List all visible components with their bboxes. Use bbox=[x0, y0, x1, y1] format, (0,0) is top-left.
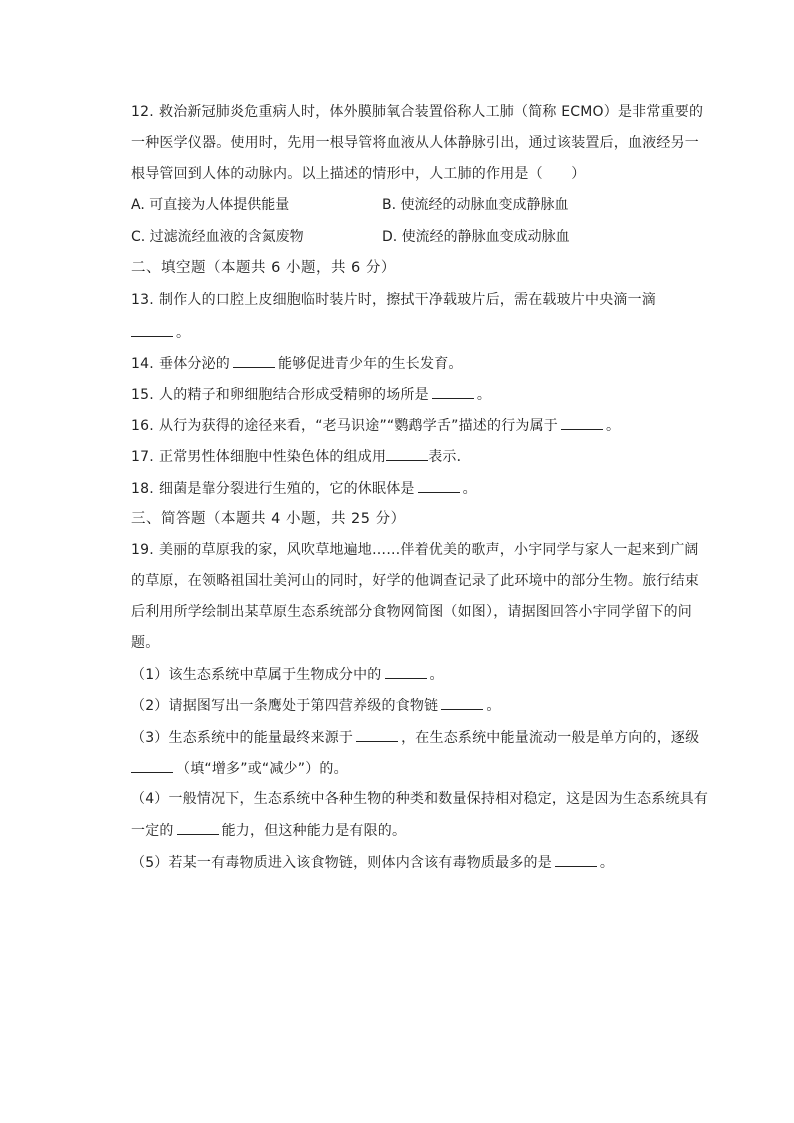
q17-answer-blank[interactable] bbox=[386, 446, 428, 461]
q19-line-2: 的草原，在领略祖国壮美河山的同时，好学的他调查记录了此环境中的部分生物。旅行结束 bbox=[131, 573, 699, 589]
q19-sub-5-before: （5）若某一有毒物质进入该食物链，则体内含该有毒物质最多的是 bbox=[131, 855, 552, 871]
q16-line bbox=[131, 415, 701, 436]
q19-sub-2-after: 。 bbox=[486, 698, 501, 714]
q19-sub-3-after: （填“增多”或“减少”）的。 bbox=[176, 761, 348, 777]
q15-text-after: 。 bbox=[476, 387, 492, 403]
q12-number: 12. bbox=[131, 104, 154, 120]
q19-sub-4-line-2 bbox=[131, 820, 701, 841]
q14-text-before: 垂体分泌的 bbox=[159, 356, 230, 372]
q15-line bbox=[131, 384, 701, 405]
q19-sub-3-before: （3）生态系统中的能量最终来源于 bbox=[131, 730, 354, 746]
q13-number: 13. bbox=[131, 292, 154, 308]
q19-sub-4-before: 一定的 bbox=[131, 823, 174, 839]
q19-sub-5 bbox=[131, 852, 701, 873]
q19-line-3: 后利用所学绘制出某草原生态系统部分食物网简图（如图），请据图回答小宇同学留下的问 bbox=[131, 604, 692, 620]
q19-sub-2-before: （2）请据图写出一条鹰处于第四营养级的食物链 bbox=[131, 698, 439, 714]
q12-option-d: D. 使流经的静脉血变成动脉血 bbox=[382, 229, 570, 245]
q19-sub-3-blank-2[interactable] bbox=[131, 758, 173, 773]
q19-text-1: 美丽的草原我的家，风吹草地遍地……伴着优美的歌声，小宇同学与家人一起来到广阔 bbox=[159, 542, 699, 558]
q19-sub-1-blank[interactable] bbox=[385, 664, 427, 679]
q19-line-4: 题。 bbox=[131, 635, 160, 651]
q13-line-1 bbox=[131, 290, 701, 310]
q12-text-1: 救治新冠肺炎危重病人时，体外膜肺氧合装置俗称人工肺（简称 ECMO）是非常重要的 bbox=[159, 104, 704, 120]
q18-text-after: 。 bbox=[462, 481, 477, 497]
q19-sub-3-mid: ，在生态系统中能量流动一般是单方向的，逐级 bbox=[401, 730, 700, 746]
q17-text-before: 正常男性体细胞中性染色体的组成用 bbox=[159, 449, 387, 465]
q15-text-before: 人的精子和卵细胞结合形成受精卵的场所是 bbox=[159, 387, 429, 403]
q16-text-before: 从行为获得的途径来看，“老马识途”“鹦鹉学舌”描述的行为属于 bbox=[159, 418, 559, 434]
q16-answer-blank[interactable] bbox=[561, 415, 603, 430]
q19-sub-5-blank[interactable] bbox=[555, 852, 597, 867]
q17-text-after: 表示． bbox=[428, 449, 471, 465]
q17-number: 17. bbox=[131, 449, 154, 465]
q12-line-2: 一种医学仪器。使用时，先用一根导管将血液从人体静脉引出，通过该装置后，血液经另一 bbox=[131, 135, 699, 151]
q18-number: 18. bbox=[131, 481, 154, 497]
q19-sub-3-line-1 bbox=[131, 727, 701, 748]
q13-line-2 bbox=[131, 322, 701, 343]
q12-option-c: C. 过滤流经血液的含氮废物 bbox=[131, 229, 304, 245]
q12-line-3: 根导管回到人体的动脉内。以上描述的情形中，人工肺的作用是（ ） bbox=[131, 166, 586, 182]
section-3-title: 三、简答题（本题共 4 小题，共 25 分） bbox=[131, 511, 406, 527]
q12-option-a: A. 可直接为人体提供能量 bbox=[131, 197, 290, 213]
q13-end: 。 bbox=[176, 325, 191, 341]
q16-number: 16. bbox=[131, 418, 154, 434]
q16-text-after: 。 bbox=[606, 418, 621, 434]
q19-sub-2 bbox=[131, 695, 701, 716]
q12-line-1 bbox=[131, 102, 704, 122]
q19-sub-1-before: （1）该生态系统中草属于生物成分中的 bbox=[131, 667, 382, 683]
section-2-title: 二、填空题（本题共 6 小题，共 6 分） bbox=[131, 260, 396, 276]
q18-answer-blank[interactable] bbox=[418, 478, 460, 493]
q19-sub-3-blank-1[interactable] bbox=[356, 727, 398, 742]
q18-text-before: 细菌是靠分裂进行生殖的，它的休眠体是 bbox=[159, 481, 415, 497]
q19-sub-5-after: 。 bbox=[599, 855, 615, 871]
q19-line-1 bbox=[131, 540, 701, 560]
q13-text: 制作人的口腔上皮细胞临时装片时，擦拭干净载玻片后，需在载玻片中央滴一滴 bbox=[159, 292, 656, 308]
q15-number: 15. bbox=[131, 387, 154, 403]
q19-number: 19. bbox=[131, 542, 154, 558]
q19-sub-4-line-1: （4）一般情况下，生态系统中各种生物的种类和数量保持相对稳定，这是因为生态系统具有 bbox=[131, 791, 709, 807]
q19-sub-4-after: 能力，但这种能力是有限的。 bbox=[221, 823, 407, 839]
q13-answer-blank[interactable] bbox=[131, 322, 173, 337]
q14-number: 14. bbox=[131, 356, 154, 372]
q15-answer-blank[interactable] bbox=[432, 384, 474, 399]
q17-line bbox=[131, 446, 701, 467]
q12-option-b: B. 使流经的动脉血变成静脉血 bbox=[382, 197, 569, 213]
q19-sub-3-line-2 bbox=[131, 758, 701, 779]
q18-line bbox=[131, 478, 701, 499]
q14-text-after: 能够促进青少年的生长发育。 bbox=[278, 356, 463, 372]
q14-answer-blank[interactable] bbox=[233, 353, 275, 368]
q19-sub-2-blank[interactable] bbox=[441, 695, 483, 710]
q19-sub-1-after: 。 bbox=[429, 667, 444, 683]
q14-line bbox=[131, 353, 701, 374]
q19-sub-4-blank[interactable] bbox=[177, 820, 219, 835]
q19-sub-1 bbox=[131, 664, 701, 685]
